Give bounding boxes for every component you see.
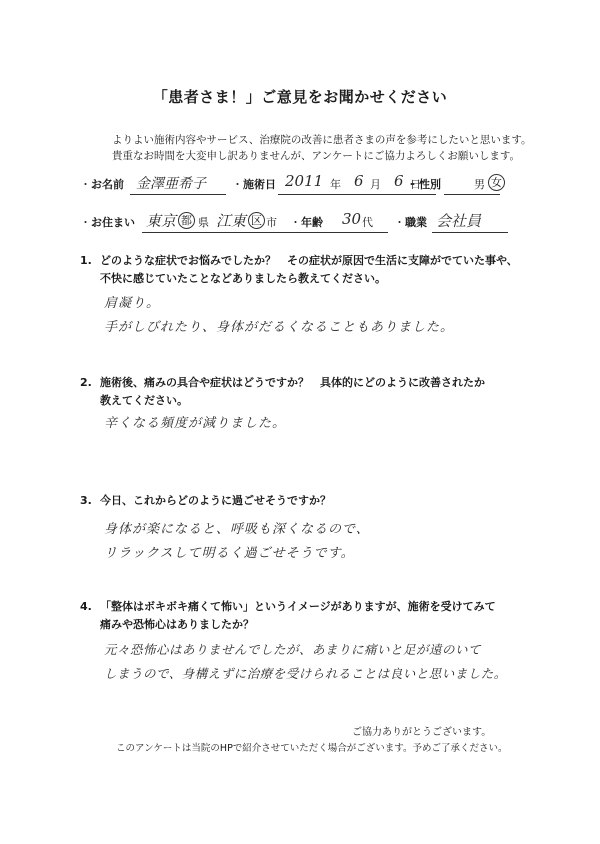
page-title: 「患者さま！」ご意見をお聞かせください bbox=[152, 88, 448, 106]
answer-3-line-1: 身体が楽になると、呼吸も深くなるので、 bbox=[104, 522, 370, 537]
question-3 bbox=[80, 492, 331, 510]
question-1-line-1: どのような症状でお悩みでしたか？ その症状が原因で生活に支障がでていた事や、 bbox=[100, 254, 518, 267]
address-ku-circled: 区 bbox=[248, 212, 265, 229]
question-2-line-1: 施術後、痛みの具合や症状はどうですか？ 具体的にどのように改善されたか bbox=[100, 376, 485, 389]
date-month-value: 6 bbox=[354, 172, 364, 190]
date-year-value: 2011 bbox=[285, 172, 324, 190]
question-4-line-2: 痛みや恐怖心はありましたか？ bbox=[100, 618, 254, 631]
date-year-unit: 年 bbox=[330, 178, 341, 191]
address-label: ・ お住まい bbox=[80, 214, 135, 230]
question-4-number: 4. bbox=[80, 600, 92, 613]
footer-note: このアンケートは当院のHPで紹介させていただく場合がございます。予めご了承ください。 bbox=[116, 743, 508, 754]
address-city-value: 江東 bbox=[216, 212, 247, 230]
question-3-number: 3. bbox=[80, 494, 92, 507]
job-value: 会社員 bbox=[436, 212, 482, 230]
answer-2-line-1: 辛くなる頻度が減りました。 bbox=[104, 416, 287, 431]
question-4-line-1: 「整体はボキボキ痛くて怖い」というイメージがありますが、施術を受けてみて bbox=[100, 600, 496, 613]
address-shi: 市 bbox=[266, 216, 277, 229]
date-day-unit: 日 bbox=[410, 178, 421, 191]
age-unit: 代 bbox=[362, 216, 373, 229]
answer-4-line-2: しまうので、身構えずに治療を受けられることは良いと思いました。 bbox=[104, 666, 507, 681]
intro-line-1: よりよい施術内容やサービス、治療院の改善に患者さまの声を参考にしたいと思います。 bbox=[112, 134, 532, 146]
age-label: ・ 年齢 bbox=[290, 214, 323, 230]
question-3-line-1: 今日、これからどのように過ごせそうですか？ bbox=[100, 494, 331, 507]
question-2 bbox=[80, 374, 485, 410]
age-value: 30 bbox=[342, 210, 362, 228]
question-2-number: 2. bbox=[80, 376, 92, 389]
intro-line-2: 貴重なお時間を大変申し訳ありませんが、アンケートにご協力よろしくお願いします。 bbox=[112, 150, 521, 162]
date-label: ・ 施術日 bbox=[232, 176, 276, 192]
name-label: ・ お名前 bbox=[80, 176, 124, 192]
footer-thanks: ご協力ありがとうございます。 bbox=[352, 727, 492, 738]
address-to-circled: 都 bbox=[178, 212, 195, 229]
answer-3-line-2: リラックスして明るく過ごせそうです。 bbox=[104, 546, 355, 561]
question-1-line-2: 不快に感じていたことなどありましたら教えてください。 bbox=[100, 272, 386, 285]
question-2-line-2: 教えてください。 bbox=[100, 394, 188, 407]
job-label: ・ 職業 bbox=[394, 214, 427, 230]
date-month-unit: 月 bbox=[370, 178, 381, 191]
address-ken: 県 bbox=[198, 216, 209, 229]
intro-text bbox=[112, 132, 531, 164]
question-1 bbox=[80, 252, 518, 288]
gender-label: ・ 性別 bbox=[408, 176, 441, 192]
answer-1-line-2: 手がしびれたり、身体がだるくなることもありました。 bbox=[104, 320, 455, 335]
gender-female-circled: 女 bbox=[488, 174, 505, 191]
answer-4-line-1: 元々恐怖心はありませんでしたが、あまりに痛いと足が遠のいて bbox=[104, 642, 482, 657]
answer-1-line-1: 肩凝り。 bbox=[104, 296, 161, 311]
question-4 bbox=[80, 598, 496, 634]
question-1-number: 1. bbox=[80, 254, 92, 267]
gender-male: 男 bbox=[474, 178, 485, 191]
name-value: 金澤亜希子 bbox=[136, 176, 206, 192]
date-day-value: 6 bbox=[394, 172, 404, 190]
address-pref-value: 東京 bbox=[146, 212, 177, 230]
